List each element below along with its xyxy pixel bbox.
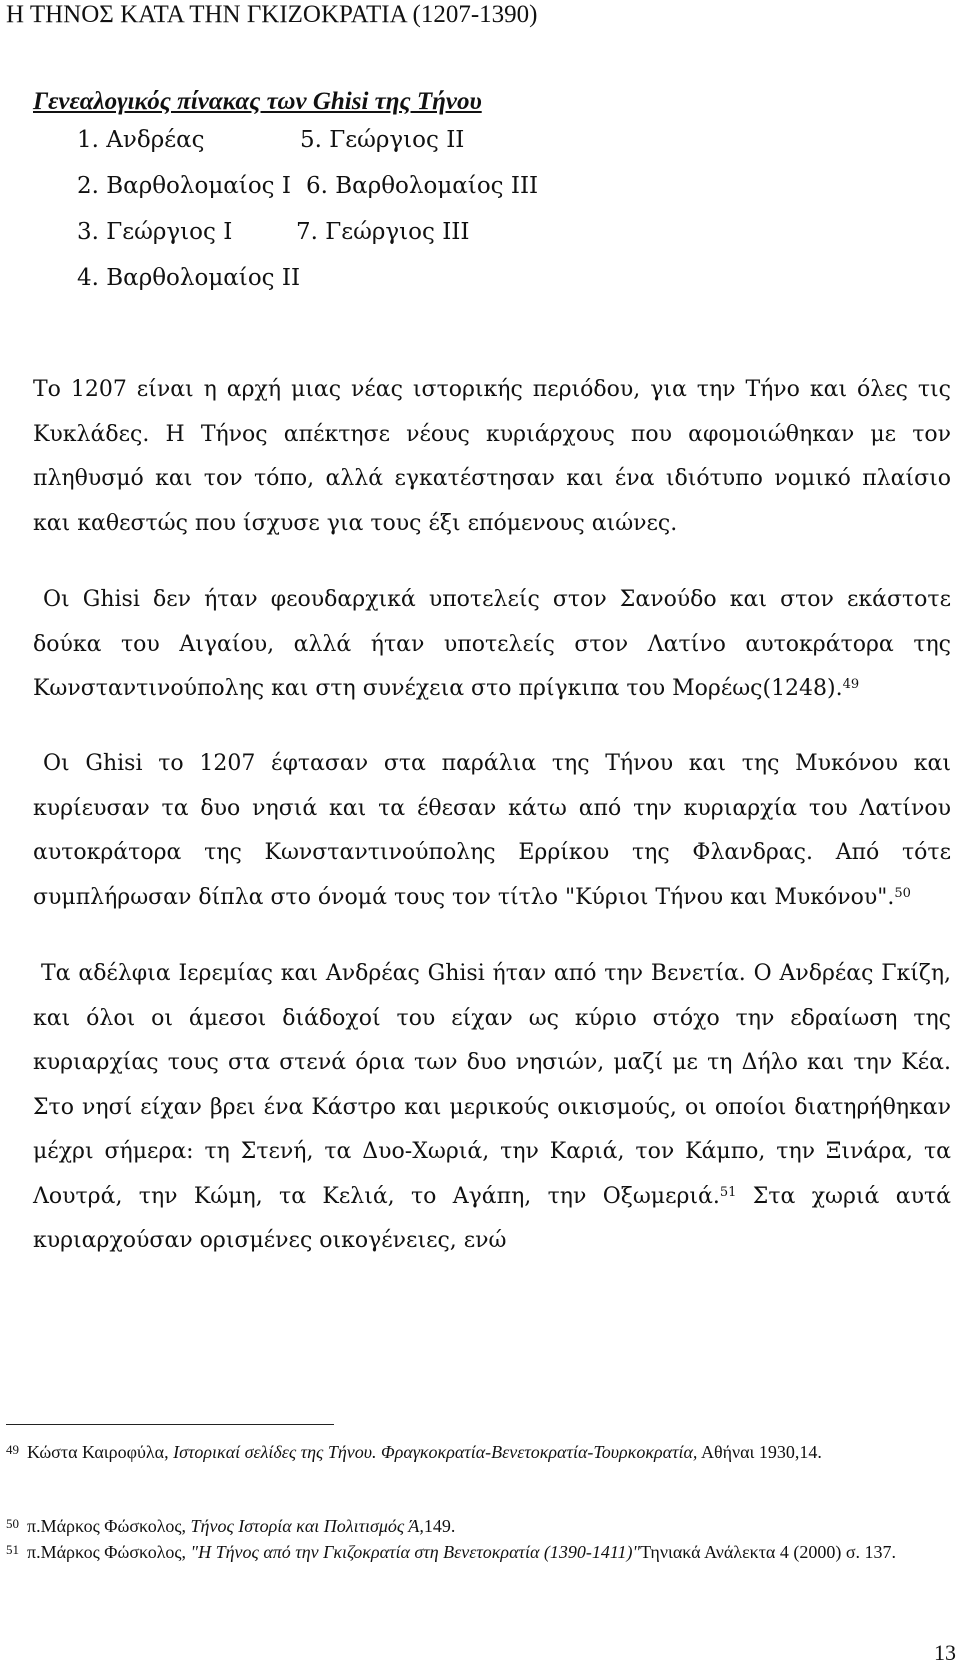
genealogy-entry: 6. Βαρθολομαίος ΙΙΙ (306, 173, 539, 199)
footnote-number: 50 (6, 1516, 19, 1531)
genealogy-row (0, 173, 960, 219)
genealogy-entry: 1. Ανδρέας (77, 127, 205, 153)
footnote-reference[interactable]: 49 (842, 677, 860, 692)
footnote-title: Ιστορικαί σελίδες της Τήνου. Φραγκοκρατία-Βενετοκρατία-Τουρκοκρατία, (173, 1442, 698, 1462)
paragraph-text: Στα χωριά αυτά κυριαρχούσαν ορισμένες οικογένειες, ενώ (33, 1183, 951, 1253)
footnote-rest: Τηνιακά Ανάλεκτα 4 (2000) σ. 137. (640, 1542, 897, 1562)
footnote-author: π.Μάρκος Φώσκολος, (27, 1516, 191, 1536)
footnote-author: π.Μάρκος Φώσκολος, (27, 1542, 191, 1562)
footnote-49 (6, 1440, 956, 1464)
paragraph-settlements (33, 952, 951, 1264)
chapter-title: Η ΤΗΝΟΣ ΚΑΤΑ ΤΗΝ ΓΚΙΖΟΚΡΑΤΙΑ (1207-1390) (6, 1, 538, 28)
footnote-title: Τήνος Ιστορία και Πολιτισμός Ά, (190, 1516, 424, 1536)
genealogy-entry: 4. Βαρθολομαίος ΙΙ (77, 265, 301, 291)
footnote-author: Κώστα Καιροφύλα, (27, 1442, 174, 1462)
footnote-number: 49 (6, 1442, 19, 1457)
genealogy-entry: 7. Γεώργιος ΙΙΙ (296, 219, 470, 245)
footnote-reference[interactable]: 50 (894, 885, 911, 901)
genealogy-list (0, 127, 960, 311)
footnote-rest: Αθήναι 1930,14. (697, 1442, 822, 1462)
footnote-divider (6, 1424, 334, 1425)
footnote-50 (6, 1514, 956, 1538)
footnote-reference[interactable]: 51 (719, 1184, 737, 1200)
footnote-rest: 149. (423, 1516, 456, 1536)
genealogy-entry: 5. Γεώργιος ΙΙ (300, 127, 465, 153)
genealogy-row (0, 219, 960, 265)
genealogy-title: Γενεαλογικός πίνακας των Ghisi της Τήνου (33, 88, 482, 115)
paragraph-text: Οι Ghisi δεν ήταν φεουδαρχικά υποτελείς στον Σανούδο και στον εκάστοτε δούκα του Αιγαίου, αλλά ήταν υποτελείς στον Λατίνο αυτοκράτορα της Κωνσταντινούπολης και στη συνέχεια στο πρίγκιπα του Μορέως(1248). (33, 587, 951, 701)
paragraph-arrival (33, 742, 951, 920)
paragraph-text: Τα αδέλφια Ιερεμίας και Ανδρέας Ghisi ήταν από την Βενετία. Ο Ανδρέας Γκίζη, και όλοι οι άμεσοι διάδοχοί του είχαν ως κύριο στόχο την εδραίωση της κυριαρχίας τους στα στενά όρια των δυο νησιών, μαζί με τη Δήλο και την Κέα. Στο νησί είχαν βρει ένα Κάστρο και μερικούς οικισμούς, οι οποίοι διατηρήθηκαν μέχρι σήμερα: τη Στενή, τα Δυο-Χωριά, την Καριά, τον Κάμπο, την Ξινάρα, τα Λουτρά, την Κώμη, τα Κελιά, το Αγάπη, την Οξωμεριά. (33, 961, 951, 1209)
paragraph-intro: Το 1207 είναι η αρχή μιας νέας ιστορικής περιόδου, για την Τήνο και όλες τις Κυκλάδες. Η Τήνος απέκτησε νέους κυριάρχους που αφομοιώθηκαν με τον πληθυσμό και τον τόπο, αλλά εγκατέστησαν και ένα ιδιότυπο νομικό πλαίσιο και καθεστώς που ίσχυσε για τους έξι επόμενους αιώνες. (33, 377, 951, 536)
footnote-51 (6, 1540, 956, 1564)
page-number: 13 (934, 1640, 956, 1665)
footnote-title: "Η Τήνος από την Γκιζοκρατία στη Βενετοκρατία (1390-1411)" (190, 1542, 641, 1562)
genealogy-entry: 3. Γεώργιος Ι (77, 219, 233, 245)
genealogy-row (0, 265, 960, 311)
paragraph-text: Οι Ghisi το 1207 έφτασαν στα παράλια της Τήνου και της Μυκόνου και κυρίευσαν τα δυο νησιά και τα έθεσαν κάτω από την κυριαρχία του Λατίνου αυτοκράτορα της Κωνσταντινούπολης Ερρίκου της Φλανδρας. Από τότε συμπλήρωσαν δίπλα στο όνομά τους τον τίτλο "Κύριοι Τήνου και Μυκόνου". (33, 751, 951, 910)
footnote-number: 51 (6, 1542, 19, 1557)
genealogy-row (0, 127, 960, 173)
genealogy-entry: 2. Βαρθολομαίος Ι (77, 173, 291, 199)
paragraph-vassals (33, 578, 951, 712)
